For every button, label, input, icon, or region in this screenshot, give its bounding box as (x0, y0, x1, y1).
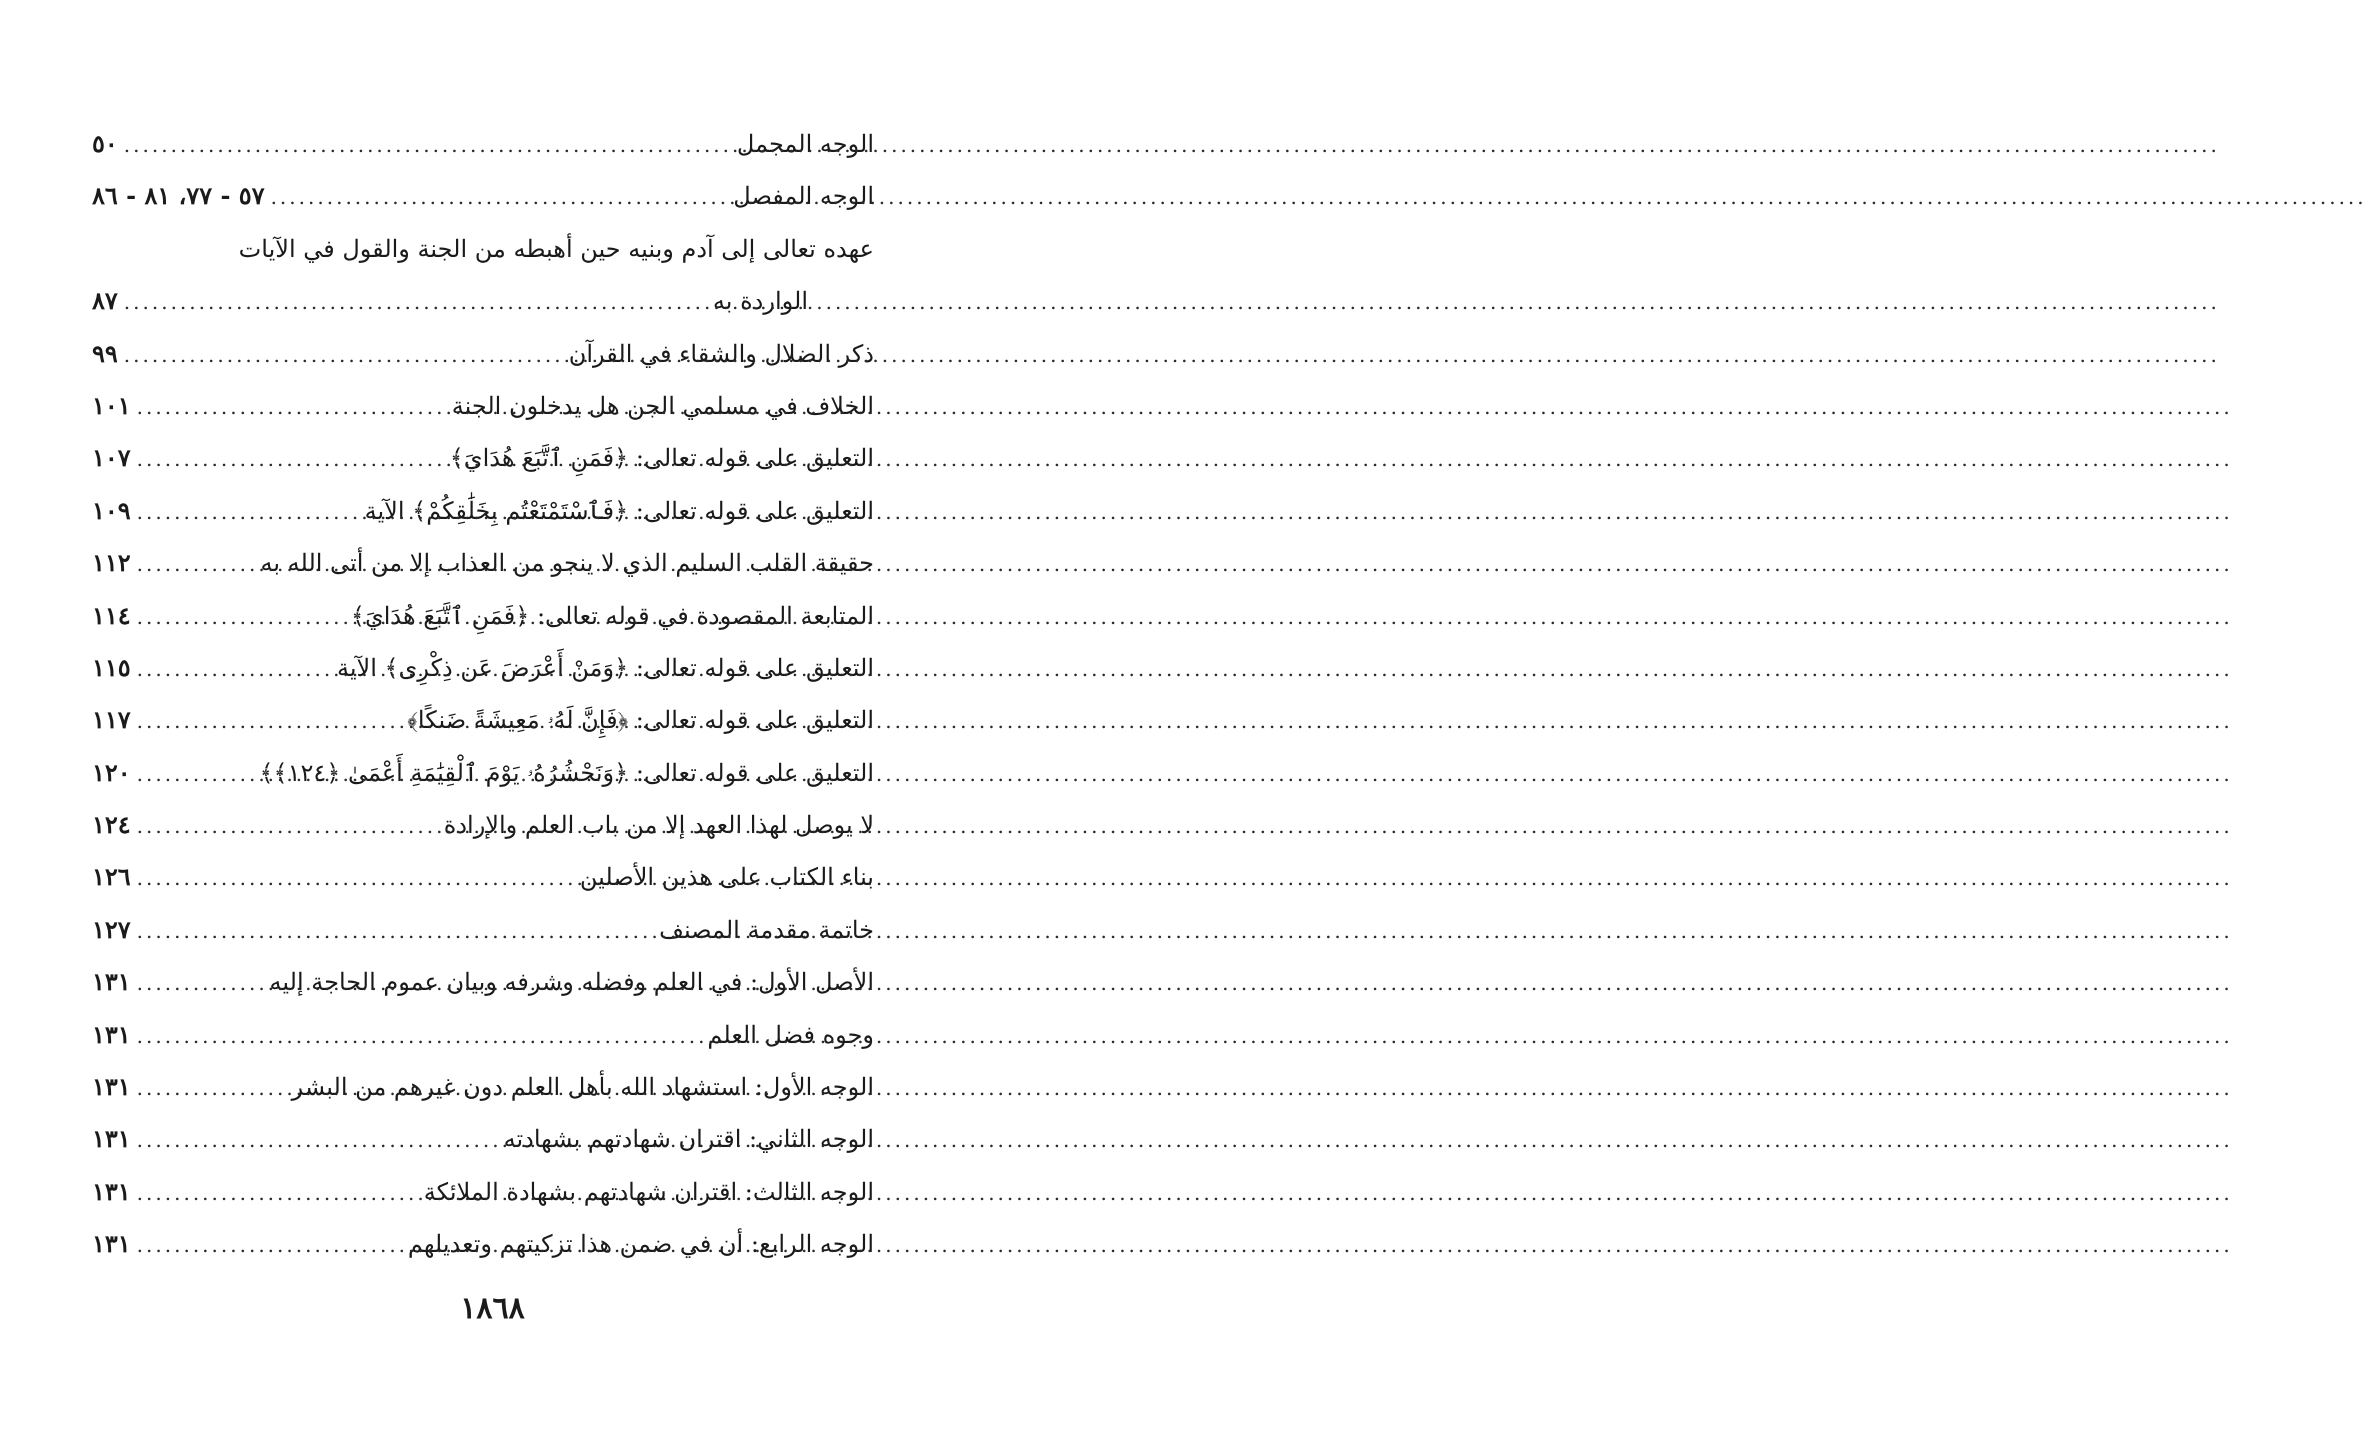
toc-entry (92, 485, 874, 537)
toc-entry-title: الوجه الثالث: اقتران شهادتهم بشهادة الملائكة (423, 1177, 874, 1206)
toc-entry-title: الوجه الثاني: اقتران شهادتهم بشهادته (503, 1125, 874, 1154)
dot-leader (137, 381, 446, 433)
toc-entry-page: ١٣١ (92, 1176, 131, 1206)
dot-leader (124, 276, 707, 328)
dot-leader (124, 329, 563, 381)
toc-entry (92, 904, 874, 956)
toc-entry (92, 799, 874, 851)
toc-entry (92, 170, 874, 222)
toc-entry (92, 1113, 874, 1165)
dot-leader (137, 643, 331, 695)
toc-entry-title: بناء الكتاب على هذين الأصلين (579, 863, 874, 892)
toc-entry-title: التعليق على قوله تعالى: ﴿وَنَحْشُرُهُۥ يَوْمَ ٱلْقِيَٰمَةِ أَعْمَىٰ ﴿١٢٤﴾﴾ (259, 758, 874, 787)
toc-entry-title: ذكر الضلال والشقاء في القرآن (568, 339, 874, 368)
dot-leader (137, 695, 402, 747)
toc-entry-title: التعليق على قوله تعالى: ﴿وَمَنْ أَعْرَضَ عَن ذِكْرِى﴾ الآية (336, 653, 874, 682)
page-number: ١٨٦٨ (460, 1291, 525, 1326)
toc-entry-title: الخلاف في مسلمي الجن هل يدخلون الجنة (451, 391, 874, 420)
toc-entry-title: التعليق على قوله تعالى: ﴿فَمَنِ ٱتَّبَعَ هُدَايَ﴾ (449, 444, 874, 473)
dot-leader (137, 433, 444, 485)
toc-entry (92, 1218, 874, 1270)
toc-entry-page: ١٢٧ (92, 914, 131, 944)
toc-entry (92, 1061, 874, 1113)
dot-leader (137, 1010, 702, 1062)
dot-leader (137, 1114, 498, 1166)
toc-entry-title: المتابعة المقصودة في قوله تعالى: ﴿فَمَنِ ٱتَّبَعَ هُدَايَ﴾ (350, 601, 874, 630)
toc-entry (92, 747, 874, 799)
dot-leader (271, 171, 728, 223)
toc-entry (92, 118, 874, 170)
toc-entry-page: ١٣١ (92, 1019, 131, 1049)
dot-leader (137, 957, 264, 1009)
toc-entry-page: ١١٥ (92, 652, 131, 682)
toc-entry-title: التعليق على قوله تعالى: ﴿فَإِنَّ لَهُۥ مَعِيشَةً ضَنكًا﴾ (407, 706, 874, 735)
toc-entry (92, 590, 874, 642)
toc-entry-page: ١١٢ (92, 548, 131, 578)
toc-entry (92, 851, 874, 903)
dot-leader (137, 486, 359, 538)
toc-entry-page: ١٣١ (92, 1229, 131, 1259)
toc-entry (92, 432, 874, 484)
dot-leader (137, 1167, 418, 1219)
toc-entry (92, 275, 874, 327)
toc-entry-page: ١١٤ (92, 600, 131, 630)
toc-entry (92, 1166, 874, 1218)
toc-entry-title: حقيقة القلب السليم الذي لا ينجو من العذاب إلا من أتى الله به (260, 549, 874, 578)
dot-leader (137, 905, 653, 957)
dot-leader (124, 119, 731, 171)
toc-entry-title: الوجه الرابع: أن في ضمن هذا تزكيتهم وتعديلهم (407, 1230, 874, 1259)
toc-entry-page: ١٢٦ (92, 862, 131, 892)
toc-entry (92, 328, 874, 380)
toc-entry-page: ١٢٤ (92, 810, 131, 840)
toc-entry (92, 956, 874, 1008)
toc-entry-page: ١٠٩ (92, 495, 131, 525)
dot-leader (137, 800, 438, 852)
table-of-contents (92, 118, 874, 1271)
toc-entry-page: ١٠٧ (92, 443, 131, 473)
toc-entry (92, 380, 874, 432)
toc-entry-title: التعليق على قوله تعالى: ﴿فَٱسْتَمْتَعْتُم بِخَلَٰقِكُمْ﴾ الآية (364, 496, 874, 525)
document-page (0, 0, 985, 1455)
toc-entry-page: ١٣١ (92, 1124, 131, 1154)
toc-entry-page: ٩٩ (92, 338, 118, 368)
toc-entry (92, 537, 874, 589)
toc-entry-title: الوجه المجمل (736, 130, 874, 158)
dot-leader (137, 591, 345, 643)
toc-entry-page: ٨٧ (92, 286, 118, 316)
dot-leader (137, 538, 255, 590)
toc-entry-title: خاتمة مقدمة المصنف (659, 915, 874, 944)
toc-entry-page: ٥٠ (92, 129, 118, 158)
toc-entry (92, 1009, 874, 1061)
toc-entry-title: الأصل الأول: في العلم وفضله وشرفه وبيان عموم الحاجة إليه (269, 968, 874, 997)
toc-entry-page: ١١٧ (92, 705, 131, 735)
toc-entry-page: ١٣١ (92, 1072, 131, 1102)
toc-entry (92, 642, 874, 694)
toc-entry-page: ١٢٠ (92, 757, 131, 787)
toc-entry-title: الوجه المفصل (733, 182, 874, 211)
toc-entry-title: لا يوصل لهذا العهد إلا من باب العلم والإرادة (443, 811, 874, 840)
dot-leader (137, 852, 574, 904)
toc-entry-page: ١٠١ (92, 390, 131, 420)
dot-leader (137, 748, 254, 800)
dot-leader (137, 1062, 286, 1114)
dot-leader (137, 1219, 402, 1271)
toc-entry-page: ٥٧ - ٧٧، ٨١ - ٨٦ (92, 181, 265, 211)
toc-entry-title: عهده تعالى إلى آدم وبنيه حين أهبطه من الجنة والقول في الآيات (238, 234, 874, 263)
toc-entry-title: الوجه الأول: استشهاد الله بأهل العلم دون غيرهم من البشر (291, 1073, 874, 1102)
toc-entry-title: الواردة به (712, 287, 808, 316)
toc-entry-page: ١٣١ (92, 967, 131, 997)
toc-entry (92, 223, 874, 275)
toc-entry (92, 694, 874, 746)
toc-entry-title: وجوه فضل العلم (707, 1020, 874, 1049)
